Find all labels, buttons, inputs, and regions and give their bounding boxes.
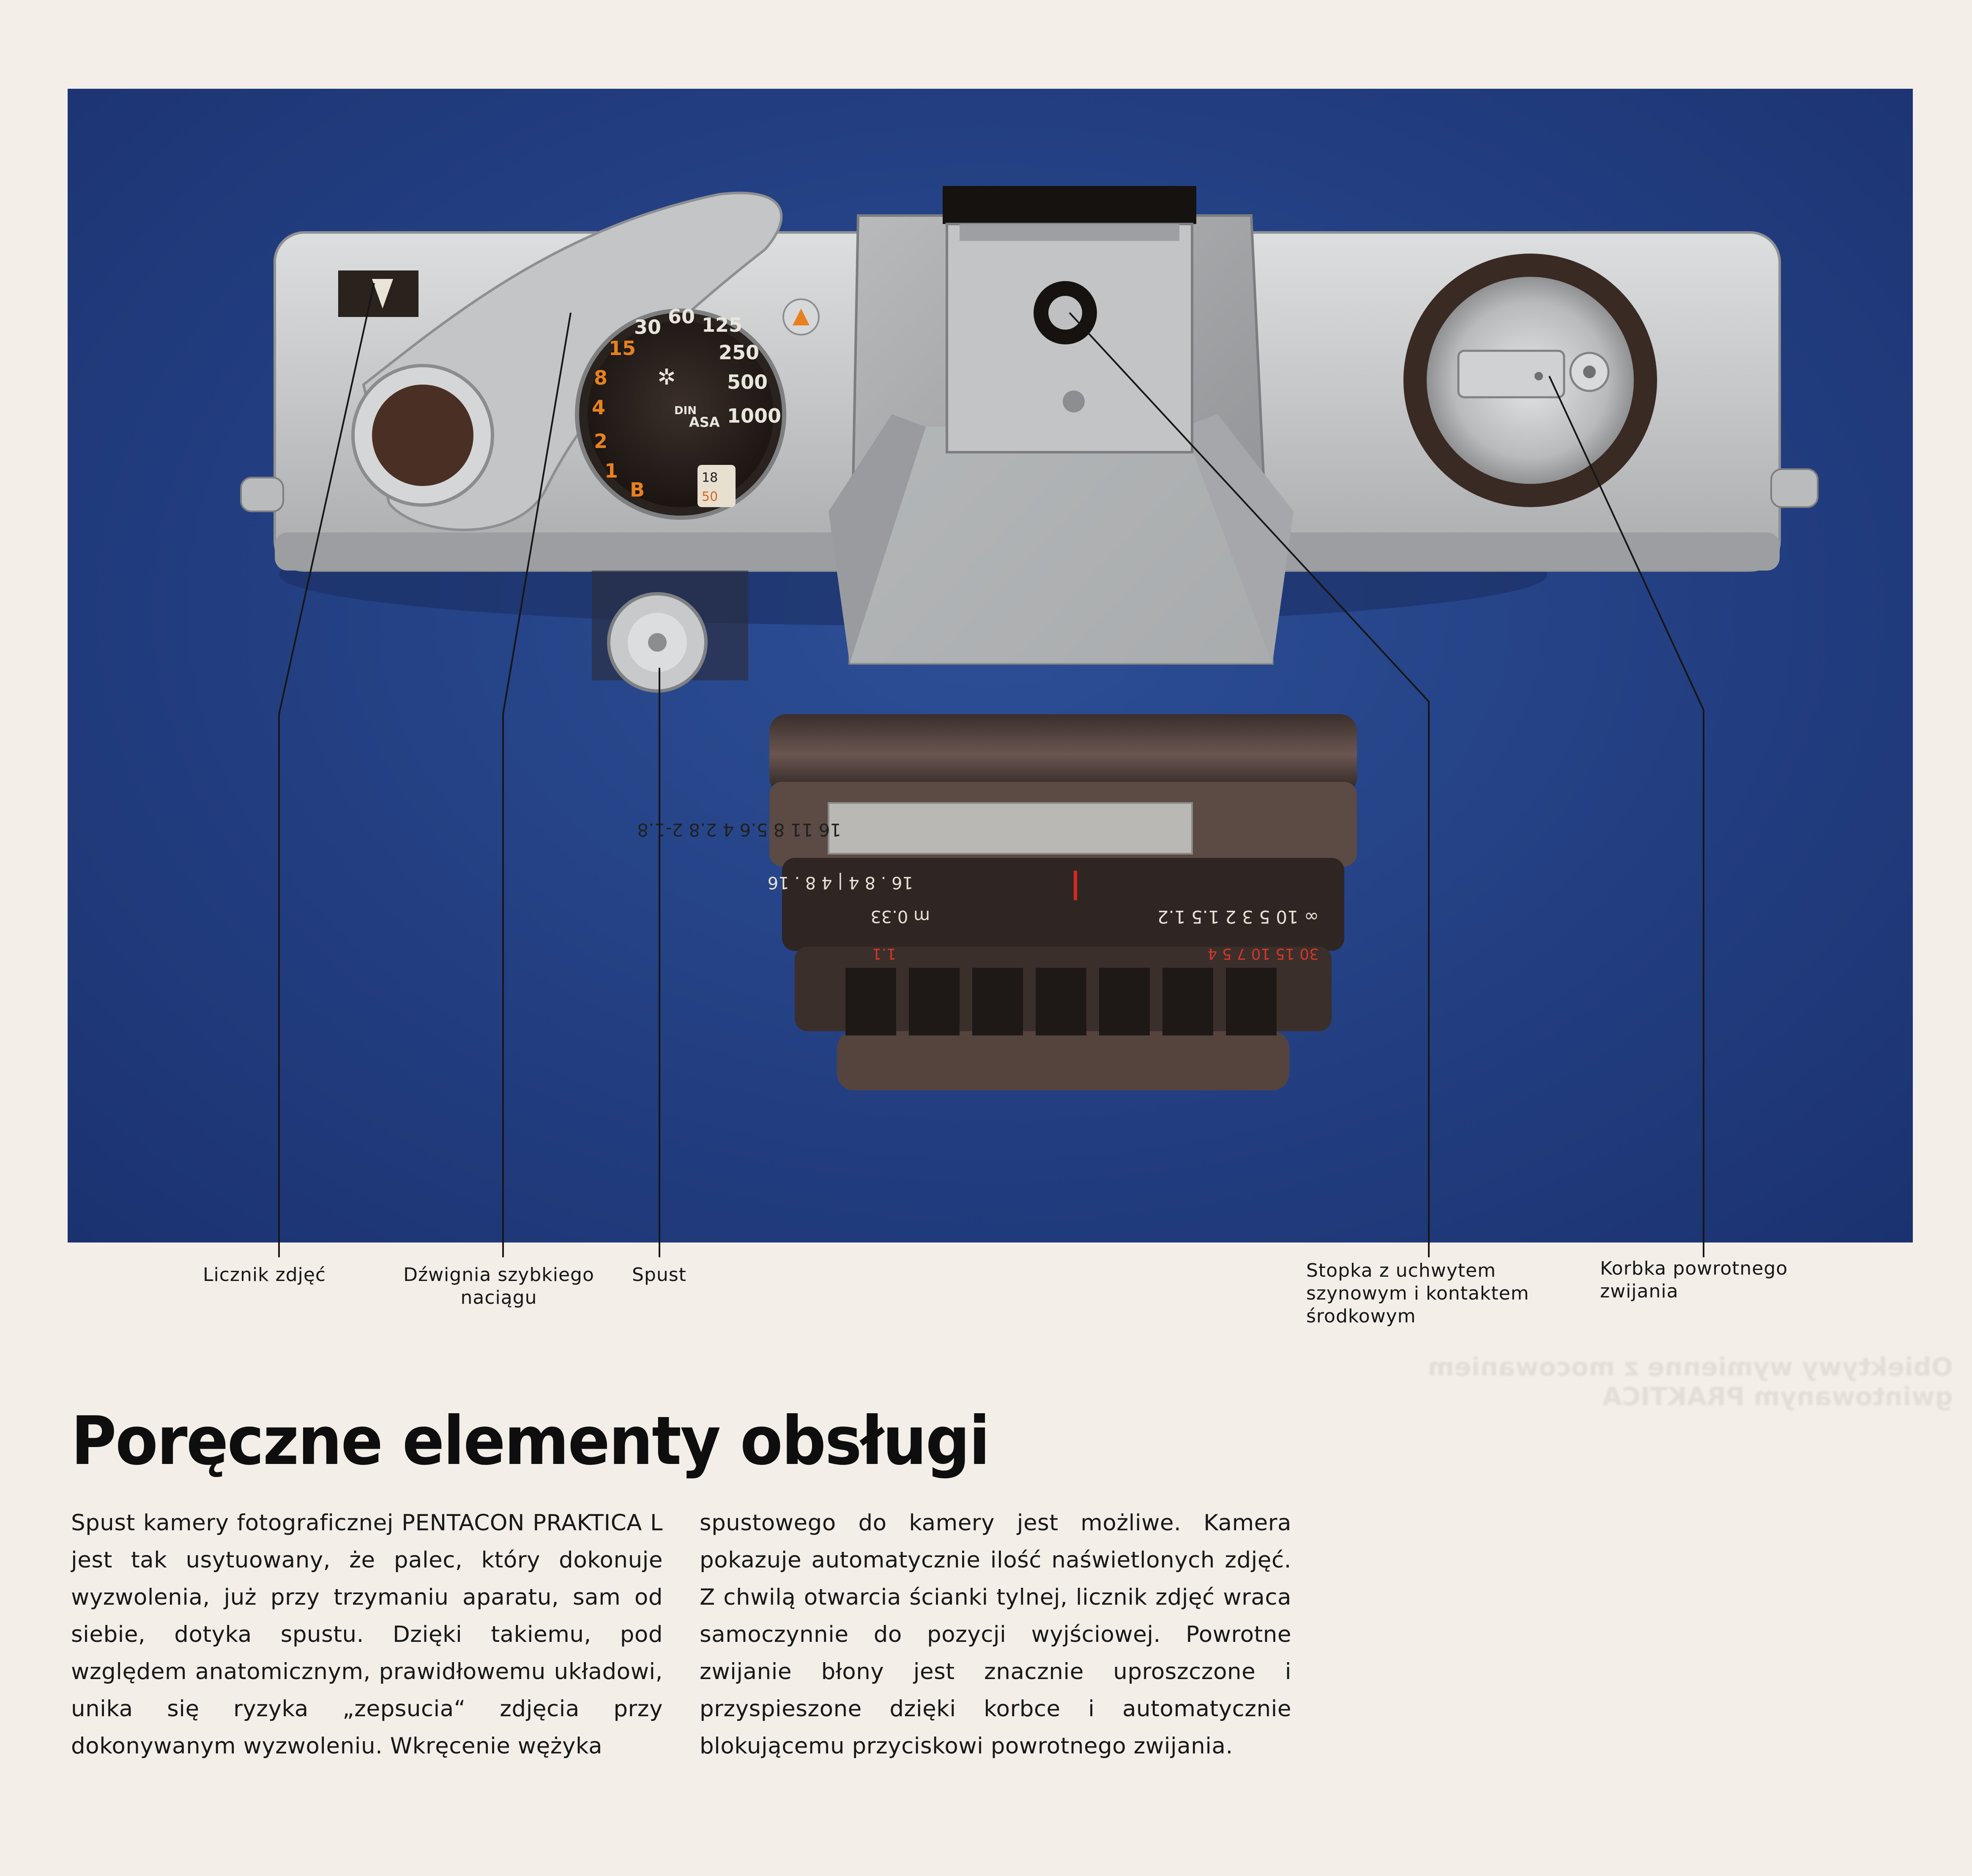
distance-scale: ∞ 10 5 3 2 1.5 1.2 (1157, 907, 1319, 927)
dof-scale: 16 . 8 4 | 4 8 . 16 (767, 873, 913, 892)
caption-rewind-crank: Korbka powrotnego zwijania (1600, 1258, 1788, 1302)
dial-number: 125 (702, 314, 743, 336)
feet-scale: 30 15 10 7 5 4 (1207, 945, 1319, 962)
dial-number: 8 (594, 366, 608, 389)
dial-number: B (630, 478, 645, 501)
strap-lug-right (1771, 469, 1818, 507)
close-distance: m 0.33 (870, 907, 930, 926)
dial-number: 1000 (727, 404, 782, 427)
dial-number: 500 (727, 371, 768, 393)
caption-hot-shoe: Stopka z uchwytem szynowym i kontaktem środkowym (1306, 1260, 1529, 1327)
camera-photo (68, 89, 1913, 1242)
dial-index-icon (783, 299, 819, 335)
camera-top-view (68, 89, 1913, 1242)
strap-lug-left (241, 478, 283, 511)
film-speed-din: 18 (702, 470, 718, 485)
frame-counter-icon (338, 270, 418, 317)
dial-number: 250 (719, 341, 760, 364)
dial-number: 30 (634, 316, 662, 339)
dial-asa-label: ASA (689, 414, 720, 430)
reverse-side-show-through: Obiektywy wymienne z mocowaniem gwintowanym PRAKTICA (1428, 1352, 1953, 1412)
dial-number: 4 (592, 396, 606, 419)
flash-sync-icon: ✲ (657, 365, 676, 390)
dial-number: 1 (604, 459, 618, 482)
body-text-left-column: Spust kamery fotograficznej PENTACON PRAKTICA L jest tak usytuowany, że palec, który dokonuje wyzwolenia, już przy trzymaniu aparatu, sam od siebie, dotyka spustu. Dzięki takiemu, pod względem anatomicznym, prawidłowemu układowi, unika się ryzyka „zepsucia“ zdjęcia przy dokonywanym wyzwoleniu. Wkręcenie wężyka (71, 1510, 663, 1759)
aperture-scale: 16 11 8 5.6 4 2.8 2-1.8 (637, 819, 841, 840)
feet-marker: 1.1 (872, 945, 896, 962)
caption-advance-lever: Dźwignia szybkiego naciągu (403, 1264, 594, 1308)
shutter-button-top (353, 366, 492, 505)
film-speed-window (697, 465, 736, 507)
shutter-release-knob (592, 571, 748, 691)
rewind-crank (1403, 254, 1657, 507)
dial-din-label: DIN (674, 404, 697, 417)
dial-number: 2 (594, 430, 608, 453)
dial-number: 15 (609, 337, 636, 360)
caption-frame-counter: Licznik zdjęć (203, 1264, 326, 1286)
caption-shutter-release: Spust (632, 1264, 687, 1286)
lens (637, 714, 1357, 1090)
dial-number: 60 (668, 305, 695, 328)
hot-shoe (943, 186, 1196, 452)
film-speed-asa: 50 (702, 489, 718, 504)
page-headline: Poręczne elementy obsługi (71, 1402, 989, 1480)
body-text-right-column: spustowego do kamery jest możliwe. Kamera pokazuje automatycznie ilość naświetlonych zdjęć. Z chwilą otwarcia ścianki tylnej, licznik zdjęć wraca samoczynnie do pozycji wyjściowej. Powrotne zwijanie błony jest znacznie uproszczone i przyspieszone dzięki korbce i automatycznie blokującemu przyciskowi powrotnego zwijania. (700, 1510, 1291, 1759)
